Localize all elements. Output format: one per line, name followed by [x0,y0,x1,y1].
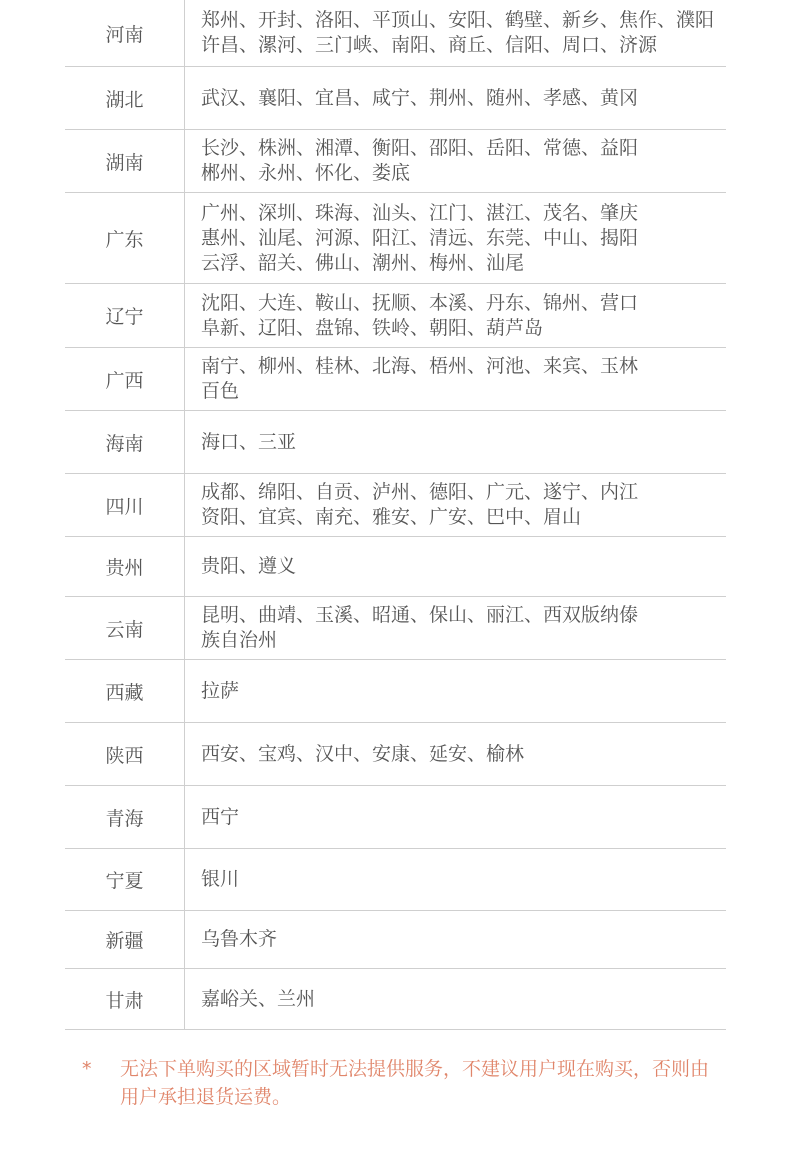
cities-text: 成都、绵阳、自贡、泸州、德阳、广元、遂宁、内江 资阳、宜宾、南充、雅安、广安、巴中、眉山 [201,481,639,528]
table-row [65,597,726,660]
cities-cell [185,537,726,596]
table-row [65,130,726,193]
province-cell: 甘肃 [65,969,185,1029]
cities-text: 长沙、株洲、湘潭、衡阳、邵阳、岳阳、常德、益阳 郴州、永州、怀化、娄底 [201,137,639,184]
cities-cell [185,474,726,536]
table-row [65,969,726,1030]
table-row [65,193,726,284]
notice-text: 无法下单购买的区域暂时无法提供服务，不建议用户现在购买，否则由用户承担退货运费。 [120,1058,710,1108]
province-cell: 广西 [65,348,185,410]
asterisk-marker: * [82,1058,92,1080]
province-cell: 湖北 [65,67,185,129]
table-row [65,284,726,348]
cities-text: 拉萨 [201,679,240,702]
table-row [65,849,726,911]
province-cell: 新疆 [65,911,185,968]
cities-cell [185,284,726,347]
table-row [65,474,726,537]
cities-cell [185,849,726,910]
cities-cell [185,723,726,785]
cities-text: 贵阳、遵义 [201,555,297,577]
province-cell: 广东 [65,193,185,283]
cities-cell [185,786,726,848]
cities-cell [185,348,726,410]
cities-cell [185,911,726,968]
province-cell: 四川 [65,474,185,536]
cities-text: 银川 [201,868,240,890]
cities-cell [185,0,726,66]
table-row [65,67,726,130]
table-row [65,911,726,969]
cities-text: 嘉峪关、兰州 [201,987,316,1010]
table-row [65,0,726,67]
province-cell: 辽宁 [65,284,185,347]
province-cell: 云南 [65,597,185,659]
cities-text: 昆明、曲靖、玉溪、昭通、保山、丽江、西双版纳傣 族自治州 [201,604,639,651]
cities-text: 郑州、开封、洛阳、平顶山、安阳、鹤壁、新乡、焦作、濮阳 许昌、漯河、三门峡、南阳、商丘、信阳、周口、济源 [201,9,715,56]
table-row [65,348,726,411]
cities-text: 广州、深圳、珠海、汕头、江门、湛江、茂名、肇庆 惠州、汕尾、河源、阳江、清远、东莞、中山、揭阳 云浮、韶关、佛山、潮州、梅州、汕尾 [201,201,639,274]
delivery-region-table [65,0,726,1030]
province-cell: 西藏 [65,660,185,722]
cities-cell [185,193,726,283]
province-cell: 贵州 [65,537,185,596]
table-row [65,660,726,723]
cities-cell [185,130,726,192]
province-cell: 湖南 [65,130,185,192]
cities-cell [185,411,726,473]
cities-text: 南宁、柳州、桂林、北海、梧州、河池、来宾、玉林 百色 [201,355,639,402]
cities-text: 海口、三亚 [201,430,297,453]
table-row [65,786,726,849]
province-cell: 宁夏 [65,849,185,910]
cities-text: 乌鲁木齐 [201,928,278,950]
cities-cell [185,67,726,129]
service-notice [82,1055,722,1111]
table-row [65,411,726,474]
table-row [65,723,726,786]
province-cell: 陕西 [65,723,185,785]
cities-text: 西宁 [201,805,240,828]
cities-cell [185,597,726,659]
table-row [65,537,726,597]
cities-cell [185,660,726,722]
cities-cell [185,969,726,1029]
cities-text: 西安、宝鸡、汉中、安康、延安、榆林 [201,742,525,765]
cities-text: 沈阳、大连、鞍山、抚顺、本溪、丹东、锦州、营口 阜新、辽阳、盘锦、铁岭、朝阳、葫芦岛 [201,291,639,339]
cities-text: 武汉、襄阳、宜昌、咸宁、荆州、随州、孝感、黄冈 [201,86,639,109]
province-cell: 海南 [65,411,185,473]
province-cell: 河南 [65,0,185,66]
province-cell: 青海 [65,786,185,848]
